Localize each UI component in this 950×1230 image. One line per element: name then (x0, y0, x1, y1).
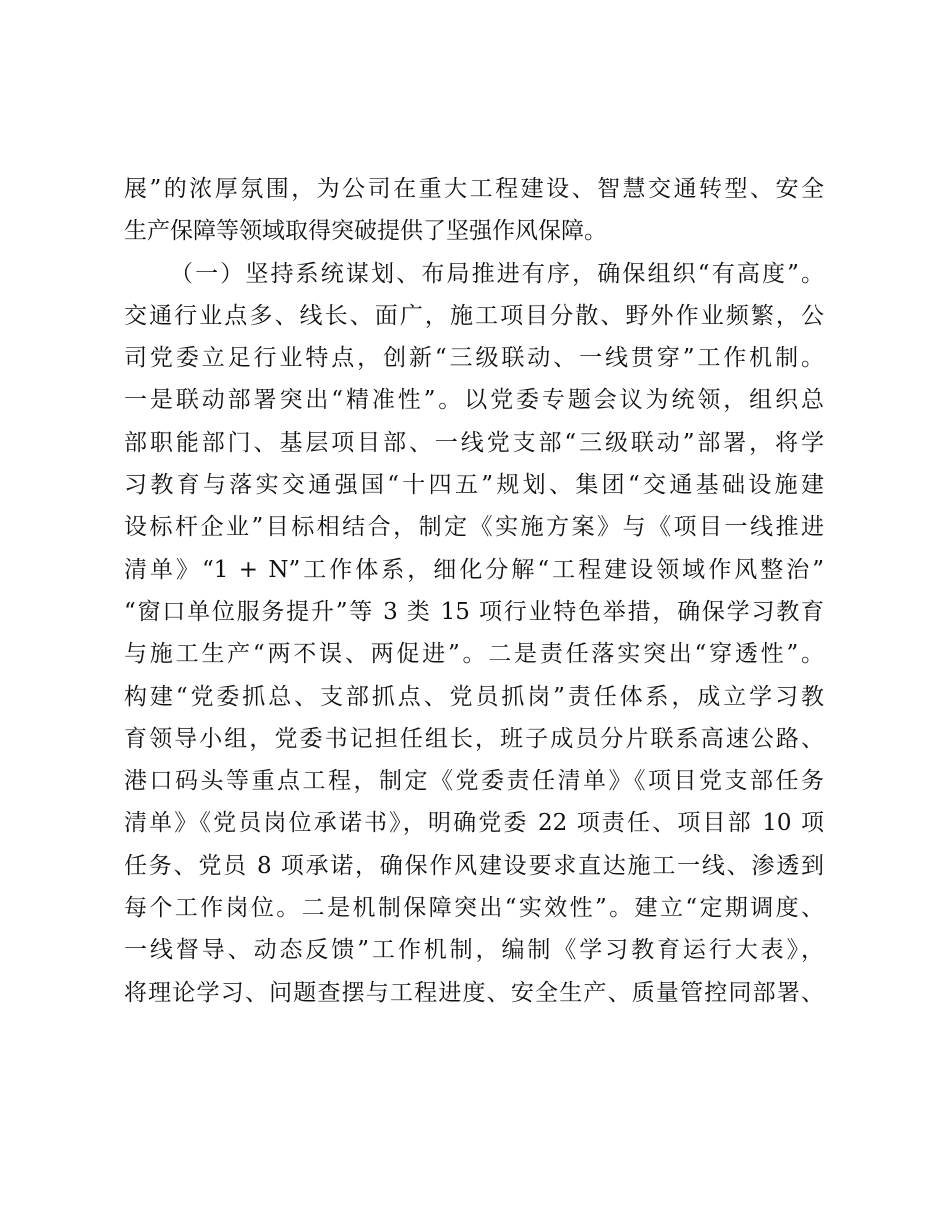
text-line-15: 港口码头等重点工程，制定《党委责任清单》《项目党支部任务 (124, 768, 824, 795)
text-line-6: 一是联动部署突出“精准性”。以党委专题会议为统领，组织总 (124, 387, 824, 414)
text-line-14: 育领导小组，党委书记担任组长，班子成员分片联系高速公路、 (124, 725, 824, 752)
text-line-4: 交通行业点多、线长、面广，施工项目分散、野外作业频繁，公 (124, 302, 824, 329)
text-line-8: 习教育与落实交通强国“十四五”规划、集团“交通基础设施建 (124, 472, 824, 499)
text-line-20: 将理论学习、问题查摆与工程进度、安全生产、质量管控同部署、 (124, 979, 824, 1006)
text-line-12: 与施工生产“两不误、两促进”。二是责任落实突出“穿透性”。 (124, 641, 824, 668)
text-line-5: 司党委立足行业特点，创新“三级联动、一线贯穿”工作机制。 (124, 345, 824, 372)
section-heading-line: （一）坚持系统谋划、布局推进有序，确保组织“有高度”。 (170, 260, 824, 287)
text-line-16: 清单》《党员岗位承诺书》，明确党委 22 项责任、项目部 10 项 (124, 810, 824, 837)
text-line-7: 部职能部门、基层项目部、一线党支部“三级联动”部署，将学 (124, 429, 824, 456)
text-line-1: 展”的浓厚氛围，为公司在重大工程建设、智慧交通转型、安全 (124, 176, 824, 202)
text-line-19: 一线督导、动态反馈”工作机制，编制《学习教育运行大表》， (124, 937, 824, 964)
text-line-18: 每个工作岗位。二是机制保障突出“实效性”。建立“定期调度、 (124, 895, 824, 922)
document-body (124, 168, 824, 1014)
text-line-9: 设标杆企业”目标相结合，制定《实施方案》与《项目一线推进 (124, 514, 824, 541)
text-line-2: 生产保障等领域取得突破提供了坚强作风保障。 (124, 218, 607, 245)
text-line-13: 构建“党委抓总、支部抓点、党员抓岗”责任体系，成立学习教 (124, 683, 824, 710)
text-line-11: “窗口单位服务提升”等 3 类 15 项行业特色举措，确保学习教育 (124, 598, 824, 625)
text-line-17: 任务、党员 8 项承诺，确保作风建设要求直达施工一线、渗透到 (124, 852, 824, 879)
text-line-10: 清单》“1 + N”工作体系，细化分解“工程建设领域作风整治” (124, 556, 824, 583)
